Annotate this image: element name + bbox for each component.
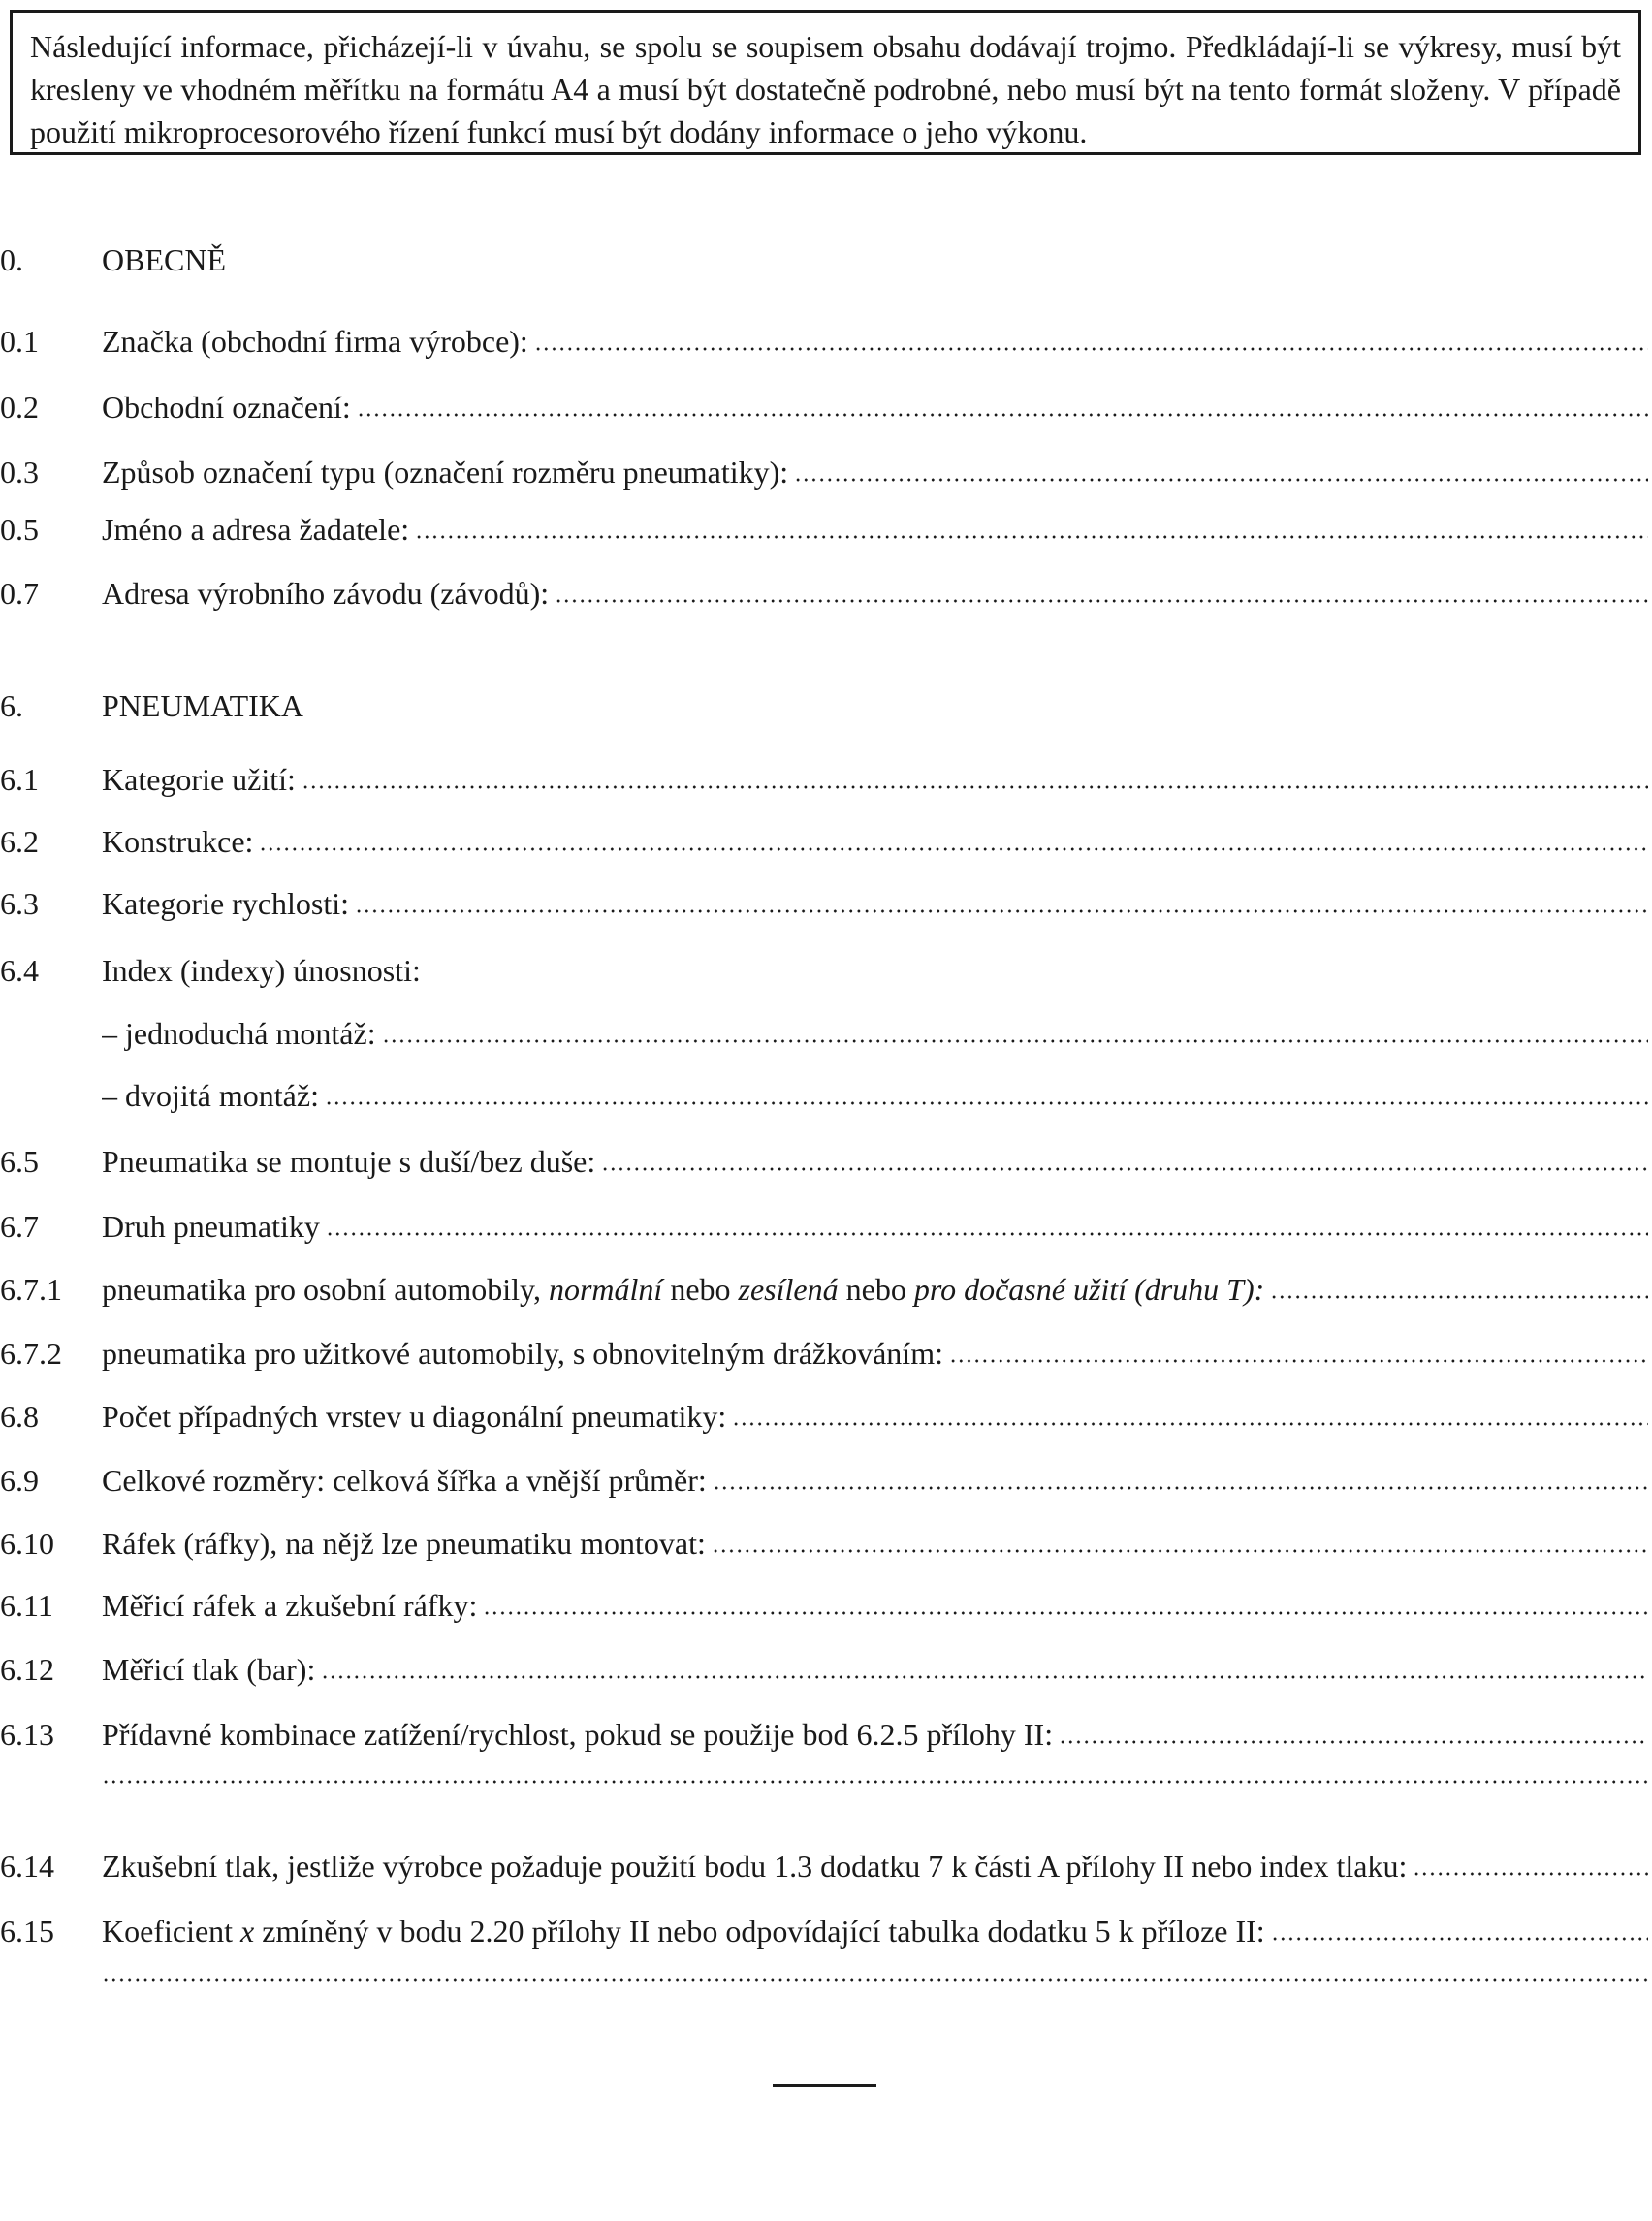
field-label: – jednoduchá montáž: xyxy=(102,1016,376,1051)
field-number: 6.15 xyxy=(0,1914,54,1949)
dotted-leader xyxy=(1270,1294,1648,1300)
field-number: 6.4 xyxy=(0,953,39,988)
field-fill[interactable] xyxy=(102,1395,1648,1438)
dotted-leader xyxy=(794,477,1648,483)
field-number: 0.7 xyxy=(0,576,39,611)
dotted-leader xyxy=(321,1674,1648,1680)
field-row-6-8 xyxy=(0,1395,1648,1438)
field-number: 6.14 xyxy=(0,1849,54,1884)
field-label: Celkové rozměry: celková šířka a vnější průměr: xyxy=(102,1463,707,1498)
dotted-leader xyxy=(382,1038,1648,1044)
field-number: 0.3 xyxy=(0,455,39,490)
field-fill[interactable] xyxy=(102,1074,1648,1117)
field-number: 6.13 xyxy=(0,1717,54,1752)
dotted-leader xyxy=(1271,1936,1648,1942)
dotted-leader xyxy=(259,846,1648,852)
field-number: 6.11 xyxy=(0,1588,53,1623)
field-number: 6.7 xyxy=(0,1209,39,1244)
field-fill[interactable] xyxy=(102,1713,1648,1756)
field-row-6-10 xyxy=(0,1522,1648,1565)
field-row-6-7 xyxy=(0,1205,1648,1248)
field-label: Přídavné kombinace zatížení/rychlost, pokud se použije bod 6.2.5 přílohy II: xyxy=(102,1717,1054,1752)
field-label: pneumatika pro osobní automobily, normální nebo zesílená nebo pro dočasné užití (druhu T): xyxy=(102,1272,1265,1307)
field-fill[interactable] xyxy=(102,820,1648,863)
field-fill[interactable] xyxy=(102,1584,1648,1627)
dotted-leader xyxy=(1059,1739,1648,1745)
field-label: Značka (obchodní firma výrobce): xyxy=(102,324,528,359)
field-label: Adresa výrobního závodu (závodů): xyxy=(102,576,550,611)
field-row-6-11 xyxy=(0,1584,1648,1627)
field-fill[interactable] xyxy=(102,758,1648,801)
field-label: Konstrukce: xyxy=(102,824,254,859)
field-fill[interactable] xyxy=(102,1977,1648,1993)
field-row-0-1 xyxy=(0,320,1648,363)
field-fill[interactable] xyxy=(102,572,1648,615)
field-number: 0.5 xyxy=(0,512,39,547)
dotted-leader xyxy=(483,1610,1648,1616)
field-fill[interactable] xyxy=(102,1332,1648,1375)
field-row-6-4 xyxy=(0,949,1648,992)
field-fill[interactable] xyxy=(102,1012,1648,1055)
field-row-6-13-continuation xyxy=(0,1779,1648,1822)
dotted-leader xyxy=(534,346,1648,352)
dotted-leader xyxy=(357,412,1648,418)
field-label: Způsob označení typu (označení rozměru pneumatiky): xyxy=(102,455,789,490)
field-number: 6.5 xyxy=(0,1144,39,1179)
field-label: Kategorie užití: xyxy=(102,762,296,797)
field-label: Pneumatika se montuje s duší/bez duše: xyxy=(102,1144,596,1179)
dotted-leader xyxy=(732,1421,1648,1427)
section-title: PNEUMATIKA xyxy=(102,688,303,723)
field-number: 6.7.1 xyxy=(0,1272,62,1307)
field-fill[interactable] xyxy=(102,1459,1648,1502)
field-label: Obchodní označení: xyxy=(102,390,351,425)
field-label: Ráfek (ráfky), na nějž lze pneumatiku montovat: xyxy=(102,1526,706,1561)
field-label: Koeficient x zmíněný v bodu 2.20 přílohy II nebo odpovídající tabulka dodatku 5 k příloze II: xyxy=(102,1914,1265,1949)
field-label: Měřicí tlak (bar): xyxy=(102,1652,316,1687)
section-title: OBECNĚ xyxy=(102,242,226,277)
field-number: 0.2 xyxy=(0,390,39,425)
field-label: Jméno a adresa žadatele: xyxy=(102,512,410,547)
field-row-6-7-1 xyxy=(0,1268,1648,1311)
field-fill[interactable] xyxy=(102,386,1648,428)
field-row-6-12 xyxy=(0,1648,1648,1691)
end-rule-divider xyxy=(773,2084,876,2087)
dotted-leader xyxy=(102,1977,1648,1983)
dotted-leader xyxy=(325,1100,1648,1106)
field-row-0-5 xyxy=(0,508,1648,551)
field-label: Kategorie rychlosti: xyxy=(102,886,350,921)
field-label: Zkušební tlak, jestliže výrobce požaduje použití bodu 1.3 dodatku 7 k části A přílohy II nebo index tlaku: xyxy=(102,1849,1408,1884)
field-label: – dvojitá montáž: xyxy=(102,1078,319,1113)
field-number: 6.9 xyxy=(0,1463,39,1498)
dotted-leader xyxy=(713,1485,1648,1491)
field-fill[interactable] xyxy=(102,1845,1648,1888)
field-fill[interactable] xyxy=(102,1779,1648,1795)
field-label: Druh pneumatiky xyxy=(102,1209,320,1244)
dotted-leader xyxy=(601,1166,1648,1172)
field-fill[interactable] xyxy=(102,1522,1648,1565)
field-label: Počet případných vrstev u diagonální pneumatiky: xyxy=(102,1399,727,1434)
dotted-leader xyxy=(1413,1871,1648,1877)
field-row-6-2 xyxy=(0,820,1648,863)
field-number: 6.1 xyxy=(0,762,39,797)
field-row-6-7-2 xyxy=(0,1332,1648,1375)
dotted-leader xyxy=(355,908,1648,914)
field-label: pneumatika pro užitkové automobily, s obnovitelným drážkováním: xyxy=(102,1336,943,1371)
field-number: 6.7.2 xyxy=(0,1336,62,1371)
field-fill[interactable] xyxy=(102,1140,1648,1183)
notice-box xyxy=(10,10,1641,155)
field-number: 6.8 xyxy=(0,1399,39,1434)
section-number: 6. xyxy=(0,688,23,723)
field-fill[interactable] xyxy=(102,451,1648,493)
field-number: 6.2 xyxy=(0,824,39,859)
dotted-leader xyxy=(302,784,1648,790)
dotted-leader xyxy=(712,1548,1648,1554)
field-fill[interactable] xyxy=(102,1648,1648,1691)
field-row-6-15 xyxy=(0,1910,1648,1952)
field-fill[interactable] xyxy=(102,508,1648,551)
field-row-6-5 xyxy=(0,1140,1648,1183)
dotted-leader xyxy=(326,1231,1648,1237)
field-label-only xyxy=(102,949,421,992)
field-fill[interactable] xyxy=(102,1910,1648,1952)
dotted-leader xyxy=(415,534,1648,540)
field-fill[interactable] xyxy=(102,882,1648,925)
field-row-6-13 xyxy=(0,1713,1648,1756)
field-fill[interactable] xyxy=(102,320,1648,363)
field-number: 6.12 xyxy=(0,1652,54,1687)
field-row-0-7 xyxy=(0,572,1648,615)
field-row-6-4-single xyxy=(0,1012,1648,1055)
field-fill[interactable] xyxy=(102,1268,1648,1311)
section-number: 0. xyxy=(0,242,23,277)
field-row-6-15-continuation xyxy=(0,1977,1648,2019)
field-number: 0.1 xyxy=(0,324,39,359)
field-fill[interactable] xyxy=(102,1205,1648,1248)
field-row-0-2 xyxy=(0,386,1648,428)
field-row-6-3 xyxy=(0,882,1648,925)
field-row-0-3 xyxy=(0,451,1648,493)
notice-text: Následující informace, přicházejí-li v úvahu, se spolu se soupisem obsahu dodávají trojmo. Předkládají-li se výkresy, musí být kresleny ve vhodném měřítku na formátu A4 a musí být dostatečně podrobné, nebo musí být na tento formát složeny. V případě použití mikroprocesorového řízení funkcí musí být dodány informace o jeho výkonu. xyxy=(30,29,1621,149)
field-row-6-9 xyxy=(0,1459,1648,1502)
field-number: 6.3 xyxy=(0,886,39,921)
dotted-leader xyxy=(555,598,1648,604)
field-row-6-1 xyxy=(0,758,1648,801)
field-label: Měřicí ráfek a zkušební ráfky: xyxy=(102,1588,478,1623)
field-row-6-14 xyxy=(0,1845,1648,1888)
dotted-leader xyxy=(949,1358,1648,1364)
field-row-6-4-dual xyxy=(0,1074,1648,1117)
field-number: 6.10 xyxy=(0,1526,54,1561)
dotted-leader xyxy=(102,1779,1648,1785)
field-label: Index (indexy) únosnosti: xyxy=(102,953,421,988)
